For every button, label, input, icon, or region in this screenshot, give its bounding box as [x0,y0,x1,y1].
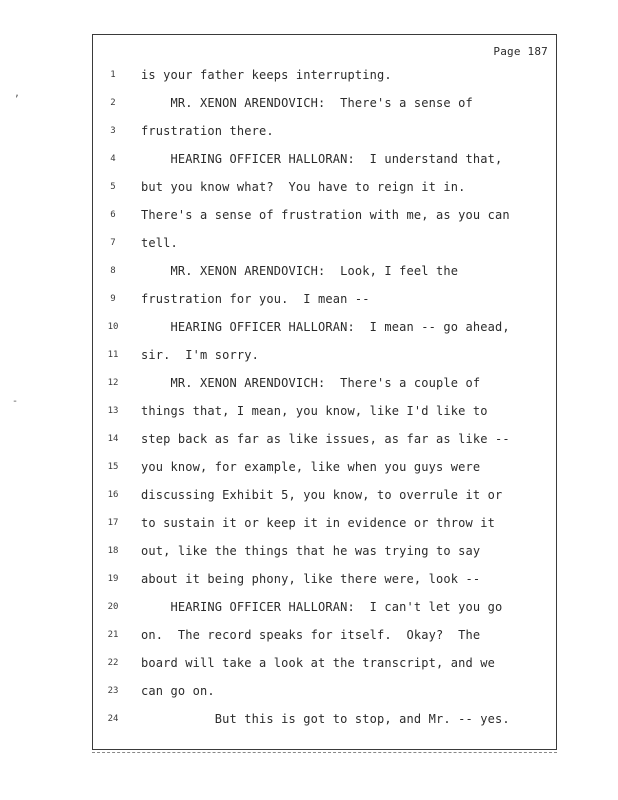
transcript-line [93,149,556,169]
line-number: 19 [107,574,119,584]
transcript-line [93,65,556,85]
transcript-line [93,457,556,477]
transcript-line [93,569,556,589]
line-number: 4 [110,154,116,164]
line-text: board will take a look at the transcript, and we [141,656,495,670]
line-number: 22 [107,658,119,668]
line-text: sir. I'm sorry. [141,348,259,362]
line-number: 8 [110,266,116,276]
line-text: to sustain it or keep it in evidence or throw it [141,516,495,530]
line-text: you know, for example, like when you guys were [141,460,481,474]
line-number: 13 [107,406,119,416]
transcript-line [93,345,556,365]
line-text: can go on. [141,684,215,698]
transcript-line [93,121,556,141]
line-text: tell. [141,236,178,250]
line-text: step back as far as like issues, as far as like -- [141,432,510,446]
line-text: MR. XENON ARENDOVICH: There's a couple of [141,376,481,390]
line-text: about it being phony, like there were, look -- [141,572,481,586]
line-text: There's a sense of frustration with me, as you can [141,208,510,222]
scan-mark: - [12,396,19,407]
line-number: 12 [107,378,119,388]
line-number: 17 [107,518,119,528]
transcript-line [93,261,556,281]
page-number: Page 187 [493,45,548,58]
line-number: 24 [107,714,119,724]
line-text: MR. XENON ARENDOVICH: Look, I feel the [141,264,459,278]
line-text: things that, I mean, you know, like I'd like to [141,404,488,418]
scan-mark: , [14,88,21,99]
transcript-line [93,513,556,533]
transcript-line [93,681,556,701]
transcript-line [93,177,556,197]
line-text: frustration for you. I mean -- [141,292,370,306]
line-number: 11 [107,350,119,360]
transcript-line [93,709,556,729]
line-number: 23 [107,686,119,696]
line-number: 2 [110,98,116,108]
line-text: HEARING OFFICER HALLORAN: I can't let you go [141,600,503,614]
line-number: 20 [107,602,119,612]
line-text: on. The record speaks for itself. Okay? The [141,628,481,642]
transcript-line [93,429,556,449]
transcript-line [93,317,556,337]
line-text: discussing Exhibit 5, you know, to overrule it or [141,488,503,502]
transcript-line [93,625,556,645]
line-text: But this is got to stop, and Mr. -- yes. [141,712,510,726]
transcript-line [93,401,556,421]
line-number: 5 [110,182,116,192]
line-text: HEARING OFFICER HALLORAN: I mean -- go ahead, [141,320,510,334]
line-text: out, like the things that he was trying to say [141,544,481,558]
line-number: 16 [107,490,119,500]
transcript-line [93,233,556,253]
line-number: 1 [110,70,116,80]
transcript-line [93,653,556,673]
transcript-line [93,485,556,505]
transcript-page [92,34,557,750]
line-number: 9 [110,294,116,304]
page-bottom-rule [92,752,557,753]
transcript-line [93,597,556,617]
line-number: 15 [107,462,119,472]
line-text: but you know what? You have to reign it in. [141,180,466,194]
line-number: 14 [107,434,119,444]
transcript-line [93,373,556,393]
line-text: HEARING OFFICER HALLORAN: I understand that, [141,152,503,166]
line-number: 7 [110,238,116,248]
line-text: is your father keeps interrupting. [141,68,392,82]
transcript-line [93,289,556,309]
line-number: 10 [107,322,119,332]
transcript-line [93,541,556,561]
line-text: frustration there. [141,124,274,138]
transcript-line [93,205,556,225]
transcript-line [93,93,556,113]
line-number: 21 [107,630,119,640]
line-number: 6 [110,210,116,220]
line-text: MR. XENON ARENDOVICH: There's a sense of [141,96,473,110]
line-number: 3 [110,126,116,136]
line-number: 18 [107,546,119,556]
